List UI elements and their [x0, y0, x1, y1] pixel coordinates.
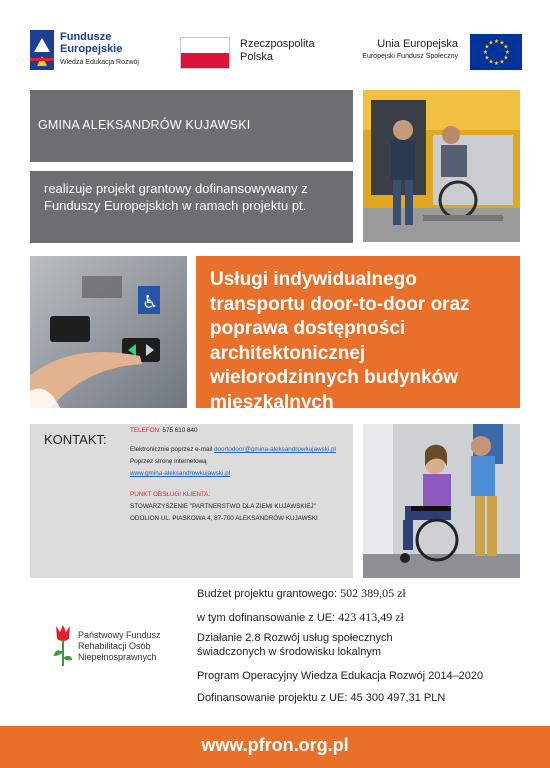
- budget-line: Budżet projektu grantowego: 502 389,05 zł: [197, 586, 406, 600]
- dzialanie-line-2: świadczonych w środowisku lokalnym: [197, 646, 382, 658]
- gmina-banner: [30, 90, 353, 162]
- contact-heading: KONTAKT:: [44, 432, 107, 447]
- photo-elevator-button: [30, 256, 187, 408]
- phone-number: 575 610 840: [162, 427, 198, 434]
- ue-value: 423 413,49 zł: [338, 610, 404, 624]
- web-intro: Poprzez stronę internetową: [130, 458, 207, 465]
- eu-star-icon: ★: [484, 54, 490, 62]
- dofinansowanie-line: Dofinansowanie projektu z UE: 45 300 497,31 PLN: [197, 692, 446, 704]
- footer-url[interactable]: www.pfron.org.pl: [201, 735, 349, 755]
- program-line: Program Operacyjny Wiedza Edukacja Rozwój 2014–2020: [197, 670, 484, 682]
- fe-star-icon: [30, 30, 54, 70]
- eu-star-icon: ★: [488, 39, 494, 47]
- eu-star-icon: ★: [482, 49, 489, 57]
- project-title: Usługi indywidualnego transportu door-to-door oraz poprawa dostępności architektonicznej wielorodzinnych budynków mieszkalnych: [210, 269, 470, 413]
- eu-star-icon: ★: [503, 43, 509, 51]
- footer-bar: [0, 726, 550, 768]
- pfron-logo: Państwowy Fundusz Rehabilitacji Osób Niepełnosprawnych: [52, 622, 202, 672]
- email-intro: Elektronicznie poprzez e-mail: [130, 446, 213, 453]
- contact-box: [30, 424, 353, 578]
- eu-star-icon: ★: [499, 39, 505, 47]
- eu-star-icon: ★: [488, 58, 494, 66]
- svg-text:♿: ♿: [142, 292, 159, 313]
- dzialanie-line-1: Działanie 2.8 Rozwój usług społecznych: [197, 632, 393, 644]
- eu-star-icon: ★: [493, 60, 500, 68]
- association-name: STOWARZYSZENIE "PARTNERSTWO DLA ZIEMI KUJAWSKIEJ": [130, 503, 316, 510]
- gmina-name: GMINA ALEKSANDRÓW KUJAWSKI: [38, 118, 251, 132]
- intro-text: realizuje projekt grantowy dofinansowywany z Funduszy Europejskich w ramach projektu pt.: [44, 181, 308, 213]
- unia-europejska-logo: Unia Europejska Europejski Fundusz Społeczny ★ ★ ★ ★ ★ ★ ★ ★ ★ ★ ★ ★: [352, 34, 522, 74]
- eu-star-icon: ★: [504, 49, 511, 57]
- client-point-label: PUNKT OBSŁUGI KLIENTA:: [130, 491, 211, 498]
- pfron-tulip-icon: [52, 622, 74, 666]
- budget-value: 502 389,05 zł: [340, 586, 406, 600]
- eu-flag-icon: [470, 34, 522, 70]
- project-title-box: [196, 256, 520, 413]
- association-address: ODOLION UL. PIASKOWA 4, 87-700 ALEKSANDRÓW KUJAWSKI: [130, 515, 318, 522]
- eu-star-icon: ★: [484, 43, 490, 51]
- eu-star-icon: ★: [499, 58, 505, 66]
- web-link[interactable]: www.gmina-aleksandrowkujawski.pl: [130, 470, 231, 477]
- photo-bus-wheelchair: [363, 90, 520, 242]
- eu-star-icon: ★: [493, 38, 500, 46]
- polish-flag-icon: [180, 37, 230, 69]
- rzeczpospolita-polska-logo: Rzeczpospolita Polska: [180, 34, 340, 72]
- ue-cofinancing-line: w tym dofinansowanie z UE: 423 413,49 zł: [197, 610, 404, 624]
- email-link[interactable]: doortodoor@gmina-aleksandrowkujawski.pl: [214, 446, 336, 453]
- eu-star-icon: ★: [503, 54, 509, 62]
- photo-woman-wheelchair: [363, 424, 520, 578]
- intro-banner: [30, 171, 353, 243]
- phone-label: TELEFON:: [130, 427, 161, 434]
- fundusze-europejskie-logo: Fundusze Europejskie Wiedza Edukacja Rozwój: [30, 30, 170, 74]
